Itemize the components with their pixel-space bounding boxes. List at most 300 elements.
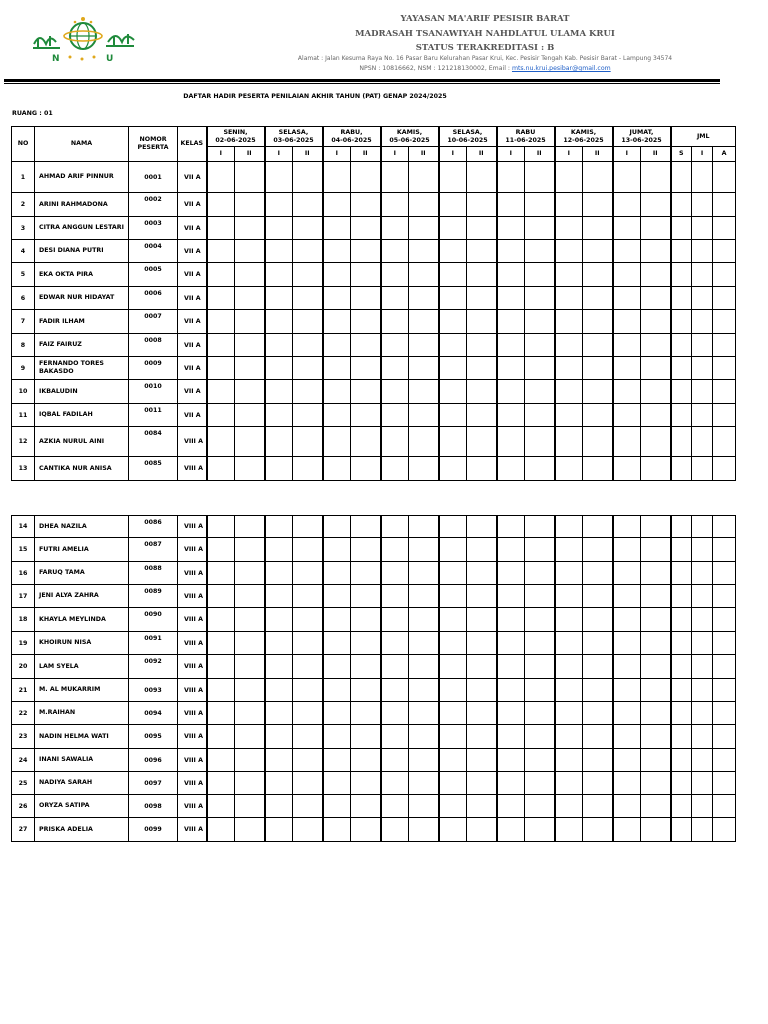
attendance-cell[interactable] xyxy=(207,263,235,287)
jml-cell[interactable] xyxy=(713,795,736,818)
attendance-cell[interactable] xyxy=(409,538,439,562)
attendance-cell[interactable] xyxy=(381,310,409,334)
attendance-cell[interactable] xyxy=(409,457,439,481)
jml-cell[interactable] xyxy=(671,380,692,404)
attendance-cell[interactable] xyxy=(323,427,351,457)
attendance-cell[interactable] xyxy=(439,772,467,795)
jml-cell[interactable] xyxy=(713,608,736,632)
jml-cell[interactable] xyxy=(671,263,692,287)
attendance-cell[interactable] xyxy=(323,334,351,357)
attendance-cell[interactable] xyxy=(323,516,351,538)
attendance-cell[interactable] xyxy=(265,655,293,679)
attendance-cell[interactable] xyxy=(555,193,583,217)
attendance-cell[interactable] xyxy=(583,516,613,538)
attendance-cell[interactable] xyxy=(497,457,525,481)
attendance-cell[interactable] xyxy=(409,263,439,287)
attendance-cell[interactable] xyxy=(525,725,555,749)
attendance-cell[interactable] xyxy=(235,263,265,287)
attendance-cell[interactable] xyxy=(265,818,293,842)
attendance-cell[interactable] xyxy=(583,725,613,749)
jml-cell[interactable] xyxy=(713,380,736,404)
attendance-cell[interactable] xyxy=(293,310,323,334)
attendance-cell[interactable] xyxy=(265,287,293,310)
attendance-cell[interactable] xyxy=(497,334,525,357)
attendance-cell[interactable] xyxy=(555,240,583,263)
attendance-cell[interactable] xyxy=(439,516,467,538)
attendance-cell[interactable] xyxy=(525,608,555,632)
attendance-cell[interactable] xyxy=(613,608,641,632)
attendance-cell[interactable] xyxy=(613,263,641,287)
attendance-cell[interactable] xyxy=(265,193,293,217)
attendance-cell[interactable] xyxy=(555,162,583,193)
attendance-cell[interactable] xyxy=(351,217,381,240)
attendance-cell[interactable] xyxy=(439,287,467,310)
jml-cell[interactable] xyxy=(713,357,736,380)
jml-cell[interactable] xyxy=(671,404,692,427)
attendance-cell[interactable] xyxy=(497,655,525,679)
attendance-cell[interactable] xyxy=(351,162,381,193)
attendance-cell[interactable] xyxy=(525,404,555,427)
attendance-cell[interactable] xyxy=(583,562,613,585)
attendance-cell[interactable] xyxy=(583,287,613,310)
attendance-cell[interactable] xyxy=(207,287,235,310)
attendance-cell[interactable] xyxy=(525,240,555,263)
attendance-cell[interactable] xyxy=(555,818,583,842)
attendance-cell[interactable] xyxy=(235,162,265,193)
jml-cell[interactable] xyxy=(713,287,736,310)
attendance-cell[interactable] xyxy=(555,679,583,702)
attendance-cell[interactable] xyxy=(265,380,293,404)
attendance-cell[interactable] xyxy=(583,240,613,263)
attendance-cell[interactable] xyxy=(381,357,409,380)
attendance-cell[interactable] xyxy=(525,818,555,842)
attendance-cell[interactable] xyxy=(439,357,467,380)
attendance-cell[interactable] xyxy=(583,217,613,240)
attendance-cell[interactable] xyxy=(351,516,381,538)
jml-cell[interactable] xyxy=(713,310,736,334)
attendance-cell[interactable] xyxy=(439,457,467,481)
jml-cell[interactable] xyxy=(713,457,736,481)
attendance-cell[interactable] xyxy=(497,538,525,562)
attendance-cell[interactable] xyxy=(323,702,351,725)
attendance-cell[interactable] xyxy=(525,334,555,357)
attendance-cell[interactable] xyxy=(265,585,293,608)
jml-cell[interactable] xyxy=(692,427,713,457)
attendance-cell[interactable] xyxy=(641,193,671,217)
attendance-cell[interactable] xyxy=(409,795,439,818)
attendance-cell[interactable] xyxy=(381,538,409,562)
attendance-cell[interactable] xyxy=(613,772,641,795)
attendance-cell[interactable] xyxy=(381,818,409,842)
attendance-cell[interactable] xyxy=(497,516,525,538)
attendance-cell[interactable] xyxy=(583,310,613,334)
attendance-cell[interactable] xyxy=(293,427,323,457)
attendance-cell[interactable] xyxy=(497,632,525,655)
attendance-cell[interactable] xyxy=(265,538,293,562)
jml-cell[interactable] xyxy=(692,357,713,380)
attendance-cell[interactable] xyxy=(293,516,323,538)
attendance-cell[interactable] xyxy=(613,818,641,842)
attendance-cell[interactable] xyxy=(525,655,555,679)
attendance-cell[interactable] xyxy=(409,287,439,310)
jml-cell[interactable] xyxy=(692,679,713,702)
attendance-cell[interactable] xyxy=(613,679,641,702)
attendance-cell[interactable] xyxy=(467,702,497,725)
attendance-cell[interactable] xyxy=(467,749,497,772)
attendance-cell[interactable] xyxy=(265,404,293,427)
attendance-cell[interactable] xyxy=(525,287,555,310)
attendance-cell[interactable] xyxy=(641,457,671,481)
jml-cell[interactable] xyxy=(671,702,692,725)
jml-cell[interactable] xyxy=(671,562,692,585)
email-link[interactable]: mts.nu.krui.pesibar@gmail.com xyxy=(511,65,611,72)
attendance-cell[interactable] xyxy=(497,679,525,702)
attendance-cell[interactable] xyxy=(613,310,641,334)
attendance-cell[interactable] xyxy=(207,310,235,334)
attendance-cell[interactable] xyxy=(613,380,641,404)
jml-cell[interactable] xyxy=(713,725,736,749)
attendance-cell[interactable] xyxy=(583,334,613,357)
attendance-cell[interactable] xyxy=(613,632,641,655)
attendance-cell[interactable] xyxy=(323,795,351,818)
attendance-cell[interactable] xyxy=(207,818,235,842)
jml-cell[interactable] xyxy=(692,516,713,538)
attendance-cell[interactable] xyxy=(641,818,671,842)
attendance-cell[interactable] xyxy=(439,538,467,562)
attendance-cell[interactable] xyxy=(323,562,351,585)
attendance-cell[interactable] xyxy=(265,749,293,772)
attendance-cell[interactable] xyxy=(323,287,351,310)
attendance-cell[interactable] xyxy=(235,679,265,702)
jml-cell[interactable] xyxy=(671,310,692,334)
attendance-cell[interactable] xyxy=(641,516,671,538)
attendance-cell[interactable] xyxy=(555,457,583,481)
attendance-cell[interactable] xyxy=(497,404,525,427)
attendance-cell[interactable] xyxy=(207,457,235,481)
jml-cell[interactable] xyxy=(671,287,692,310)
attendance-cell[interactable] xyxy=(467,287,497,310)
jml-cell[interactable] xyxy=(692,217,713,240)
attendance-cell[interactable] xyxy=(351,772,381,795)
attendance-cell[interactable] xyxy=(467,562,497,585)
attendance-cell[interactable] xyxy=(381,608,409,632)
attendance-cell[interactable] xyxy=(613,749,641,772)
attendance-cell[interactable] xyxy=(583,795,613,818)
jml-cell[interactable] xyxy=(713,772,736,795)
attendance-cell[interactable] xyxy=(293,404,323,427)
attendance-cell[interactable] xyxy=(555,404,583,427)
attendance-cell[interactable] xyxy=(641,334,671,357)
attendance-cell[interactable] xyxy=(467,427,497,457)
attendance-cell[interactable] xyxy=(381,632,409,655)
attendance-cell[interactable] xyxy=(583,632,613,655)
attendance-cell[interactable] xyxy=(439,193,467,217)
attendance-cell[interactable] xyxy=(467,162,497,193)
attendance-cell[interactable] xyxy=(409,585,439,608)
attendance-cell[interactable] xyxy=(641,310,671,334)
attendance-cell[interactable] xyxy=(525,632,555,655)
attendance-cell[interactable] xyxy=(555,357,583,380)
attendance-cell[interactable] xyxy=(235,749,265,772)
attendance-cell[interactable] xyxy=(235,538,265,562)
attendance-cell[interactable] xyxy=(613,655,641,679)
jml-cell[interactable] xyxy=(692,310,713,334)
attendance-cell[interactable] xyxy=(641,795,671,818)
jml-cell[interactable] xyxy=(692,240,713,263)
attendance-cell[interactable] xyxy=(265,334,293,357)
attendance-cell[interactable] xyxy=(381,240,409,263)
attendance-cell[interactable] xyxy=(235,655,265,679)
attendance-cell[interactable] xyxy=(381,679,409,702)
jml-cell[interactable] xyxy=(713,217,736,240)
jml-cell[interactable] xyxy=(692,162,713,193)
attendance-cell[interactable] xyxy=(525,562,555,585)
attendance-cell[interactable] xyxy=(207,334,235,357)
attendance-cell[interactable] xyxy=(207,404,235,427)
attendance-cell[interactable] xyxy=(351,457,381,481)
attendance-cell[interactable] xyxy=(439,702,467,725)
attendance-cell[interactable] xyxy=(467,538,497,562)
attendance-cell[interactable] xyxy=(583,772,613,795)
attendance-cell[interactable] xyxy=(555,562,583,585)
attendance-cell[interactable] xyxy=(409,404,439,427)
attendance-cell[interactable] xyxy=(409,632,439,655)
jml-cell[interactable] xyxy=(692,608,713,632)
attendance-cell[interactable] xyxy=(467,380,497,404)
attendance-cell[interactable] xyxy=(613,334,641,357)
jml-cell[interactable] xyxy=(671,162,692,193)
jml-cell[interactable] xyxy=(692,380,713,404)
jml-cell[interactable] xyxy=(671,193,692,217)
jml-cell[interactable] xyxy=(713,193,736,217)
attendance-cell[interactable] xyxy=(323,725,351,749)
attendance-cell[interactable] xyxy=(351,404,381,427)
jml-cell[interactable] xyxy=(692,749,713,772)
attendance-cell[interactable] xyxy=(525,749,555,772)
attendance-cell[interactable] xyxy=(207,632,235,655)
attendance-cell[interactable] xyxy=(555,380,583,404)
attendance-cell[interactable] xyxy=(613,240,641,263)
attendance-cell[interactable] xyxy=(583,193,613,217)
attendance-cell[interactable] xyxy=(381,562,409,585)
attendance-cell[interactable] xyxy=(497,562,525,585)
attendance-cell[interactable] xyxy=(409,679,439,702)
jml-cell[interactable] xyxy=(713,818,736,842)
attendance-cell[interactable] xyxy=(235,427,265,457)
attendance-cell[interactable] xyxy=(265,608,293,632)
attendance-cell[interactable] xyxy=(409,162,439,193)
attendance-cell[interactable] xyxy=(555,334,583,357)
attendance-cell[interactable] xyxy=(409,516,439,538)
attendance-cell[interactable] xyxy=(235,457,265,481)
attendance-cell[interactable] xyxy=(497,263,525,287)
attendance-cell[interactable] xyxy=(381,427,409,457)
attendance-cell[interactable] xyxy=(525,427,555,457)
attendance-cell[interactable] xyxy=(497,702,525,725)
attendance-cell[interactable] xyxy=(641,287,671,310)
attendance-cell[interactable] xyxy=(235,585,265,608)
attendance-cell[interactable] xyxy=(351,562,381,585)
jml-cell[interactable] xyxy=(713,427,736,457)
attendance-cell[interactable] xyxy=(583,357,613,380)
attendance-cell[interactable] xyxy=(439,632,467,655)
jml-cell[interactable] xyxy=(713,162,736,193)
attendance-cell[interactable] xyxy=(265,427,293,457)
attendance-cell[interactable] xyxy=(323,217,351,240)
attendance-cell[interactable] xyxy=(323,608,351,632)
attendance-cell[interactable] xyxy=(323,404,351,427)
attendance-cell[interactable] xyxy=(467,357,497,380)
attendance-cell[interactable] xyxy=(235,516,265,538)
attendance-cell[interactable] xyxy=(641,608,671,632)
attendance-cell[interactable] xyxy=(293,655,323,679)
attendance-cell[interactable] xyxy=(351,380,381,404)
attendance-cell[interactable] xyxy=(381,217,409,240)
jml-cell[interactable] xyxy=(671,334,692,357)
jml-cell[interactable] xyxy=(671,749,692,772)
attendance-cell[interactable] xyxy=(381,287,409,310)
attendance-cell[interactable] xyxy=(323,772,351,795)
attendance-cell[interactable] xyxy=(497,772,525,795)
attendance-cell[interactable] xyxy=(613,516,641,538)
attendance-cell[interactable] xyxy=(583,655,613,679)
attendance-cell[interactable] xyxy=(497,162,525,193)
attendance-cell[interactable] xyxy=(409,772,439,795)
attendance-cell[interactable] xyxy=(293,193,323,217)
attendance-cell[interactable] xyxy=(323,162,351,193)
attendance-cell[interactable] xyxy=(235,287,265,310)
attendance-cell[interactable] xyxy=(265,162,293,193)
attendance-cell[interactable] xyxy=(293,457,323,481)
attendance-cell[interactable] xyxy=(467,795,497,818)
attendance-cell[interactable] xyxy=(207,655,235,679)
attendance-cell[interactable] xyxy=(381,404,409,427)
attendance-cell[interactable] xyxy=(641,357,671,380)
attendance-cell[interactable] xyxy=(555,608,583,632)
jml-cell[interactable] xyxy=(671,772,692,795)
attendance-cell[interactable] xyxy=(613,427,641,457)
attendance-cell[interactable] xyxy=(641,162,671,193)
attendance-cell[interactable] xyxy=(525,263,555,287)
attendance-cell[interactable] xyxy=(439,608,467,632)
attendance-cell[interactable] xyxy=(641,725,671,749)
attendance-cell[interactable] xyxy=(439,679,467,702)
attendance-cell[interactable] xyxy=(641,772,671,795)
attendance-cell[interactable] xyxy=(583,457,613,481)
attendance-cell[interactable] xyxy=(583,404,613,427)
attendance-cell[interactable] xyxy=(235,818,265,842)
attendance-cell[interactable] xyxy=(525,217,555,240)
jml-cell[interactable] xyxy=(713,749,736,772)
attendance-cell[interactable] xyxy=(555,632,583,655)
attendance-cell[interactable] xyxy=(207,702,235,725)
jml-cell[interactable] xyxy=(671,585,692,608)
attendance-cell[interactable] xyxy=(641,679,671,702)
attendance-cell[interactable] xyxy=(207,357,235,380)
attendance-cell[interactable] xyxy=(293,357,323,380)
jml-cell[interactable] xyxy=(671,457,692,481)
attendance-cell[interactable] xyxy=(409,427,439,457)
attendance-cell[interactable] xyxy=(293,702,323,725)
attendance-cell[interactable] xyxy=(207,217,235,240)
attendance-cell[interactable] xyxy=(207,562,235,585)
jml-cell[interactable] xyxy=(692,795,713,818)
attendance-cell[interactable] xyxy=(381,263,409,287)
attendance-cell[interactable] xyxy=(555,702,583,725)
attendance-cell[interactable] xyxy=(293,334,323,357)
attendance-cell[interactable] xyxy=(409,655,439,679)
attendance-cell[interactable] xyxy=(351,749,381,772)
attendance-cell[interactable] xyxy=(525,380,555,404)
jml-cell[interactable] xyxy=(692,193,713,217)
attendance-cell[interactable] xyxy=(235,357,265,380)
attendance-cell[interactable] xyxy=(323,357,351,380)
attendance-cell[interactable] xyxy=(265,516,293,538)
attendance-cell[interactable] xyxy=(265,679,293,702)
attendance-cell[interactable] xyxy=(323,240,351,263)
attendance-cell[interactable] xyxy=(467,457,497,481)
attendance-cell[interactable] xyxy=(497,310,525,334)
attendance-cell[interactable] xyxy=(555,655,583,679)
attendance-cell[interactable] xyxy=(439,263,467,287)
jml-cell[interactable] xyxy=(671,427,692,457)
attendance-cell[interactable] xyxy=(583,162,613,193)
attendance-cell[interactable] xyxy=(497,585,525,608)
attendance-cell[interactable] xyxy=(497,287,525,310)
jml-cell[interactable] xyxy=(692,655,713,679)
attendance-cell[interactable] xyxy=(641,404,671,427)
jml-cell[interactable] xyxy=(671,655,692,679)
attendance-cell[interactable] xyxy=(293,585,323,608)
attendance-cell[interactable] xyxy=(439,749,467,772)
jml-cell[interactable] xyxy=(671,516,692,538)
attendance-cell[interactable] xyxy=(381,193,409,217)
jml-cell[interactable] xyxy=(671,679,692,702)
attendance-cell[interactable] xyxy=(381,772,409,795)
jml-cell[interactable] xyxy=(713,679,736,702)
attendance-cell[interactable] xyxy=(323,193,351,217)
attendance-cell[interactable] xyxy=(351,538,381,562)
attendance-cell[interactable] xyxy=(207,725,235,749)
jml-cell[interactable] xyxy=(713,538,736,562)
attendance-cell[interactable] xyxy=(467,263,497,287)
attendance-cell[interactable] xyxy=(381,380,409,404)
attendance-cell[interactable] xyxy=(323,585,351,608)
attendance-cell[interactable] xyxy=(207,516,235,538)
attendance-cell[interactable] xyxy=(351,655,381,679)
attendance-cell[interactable] xyxy=(235,404,265,427)
attendance-cell[interactable] xyxy=(641,217,671,240)
attendance-cell[interactable] xyxy=(351,240,381,263)
attendance-cell[interactable] xyxy=(439,427,467,457)
attendance-cell[interactable] xyxy=(641,263,671,287)
attendance-cell[interactable] xyxy=(467,334,497,357)
attendance-cell[interactable] xyxy=(351,795,381,818)
jml-cell[interactable] xyxy=(692,702,713,725)
attendance-cell[interactable] xyxy=(613,404,641,427)
attendance-cell[interactable] xyxy=(265,632,293,655)
attendance-cell[interactable] xyxy=(525,795,555,818)
attendance-cell[interactable] xyxy=(583,380,613,404)
attendance-cell[interactable] xyxy=(235,632,265,655)
attendance-cell[interactable] xyxy=(265,457,293,481)
attendance-cell[interactable] xyxy=(641,655,671,679)
attendance-cell[interactable] xyxy=(409,193,439,217)
attendance-cell[interactable] xyxy=(525,193,555,217)
jml-cell[interactable] xyxy=(692,562,713,585)
attendance-cell[interactable] xyxy=(497,725,525,749)
attendance-cell[interactable] xyxy=(409,310,439,334)
